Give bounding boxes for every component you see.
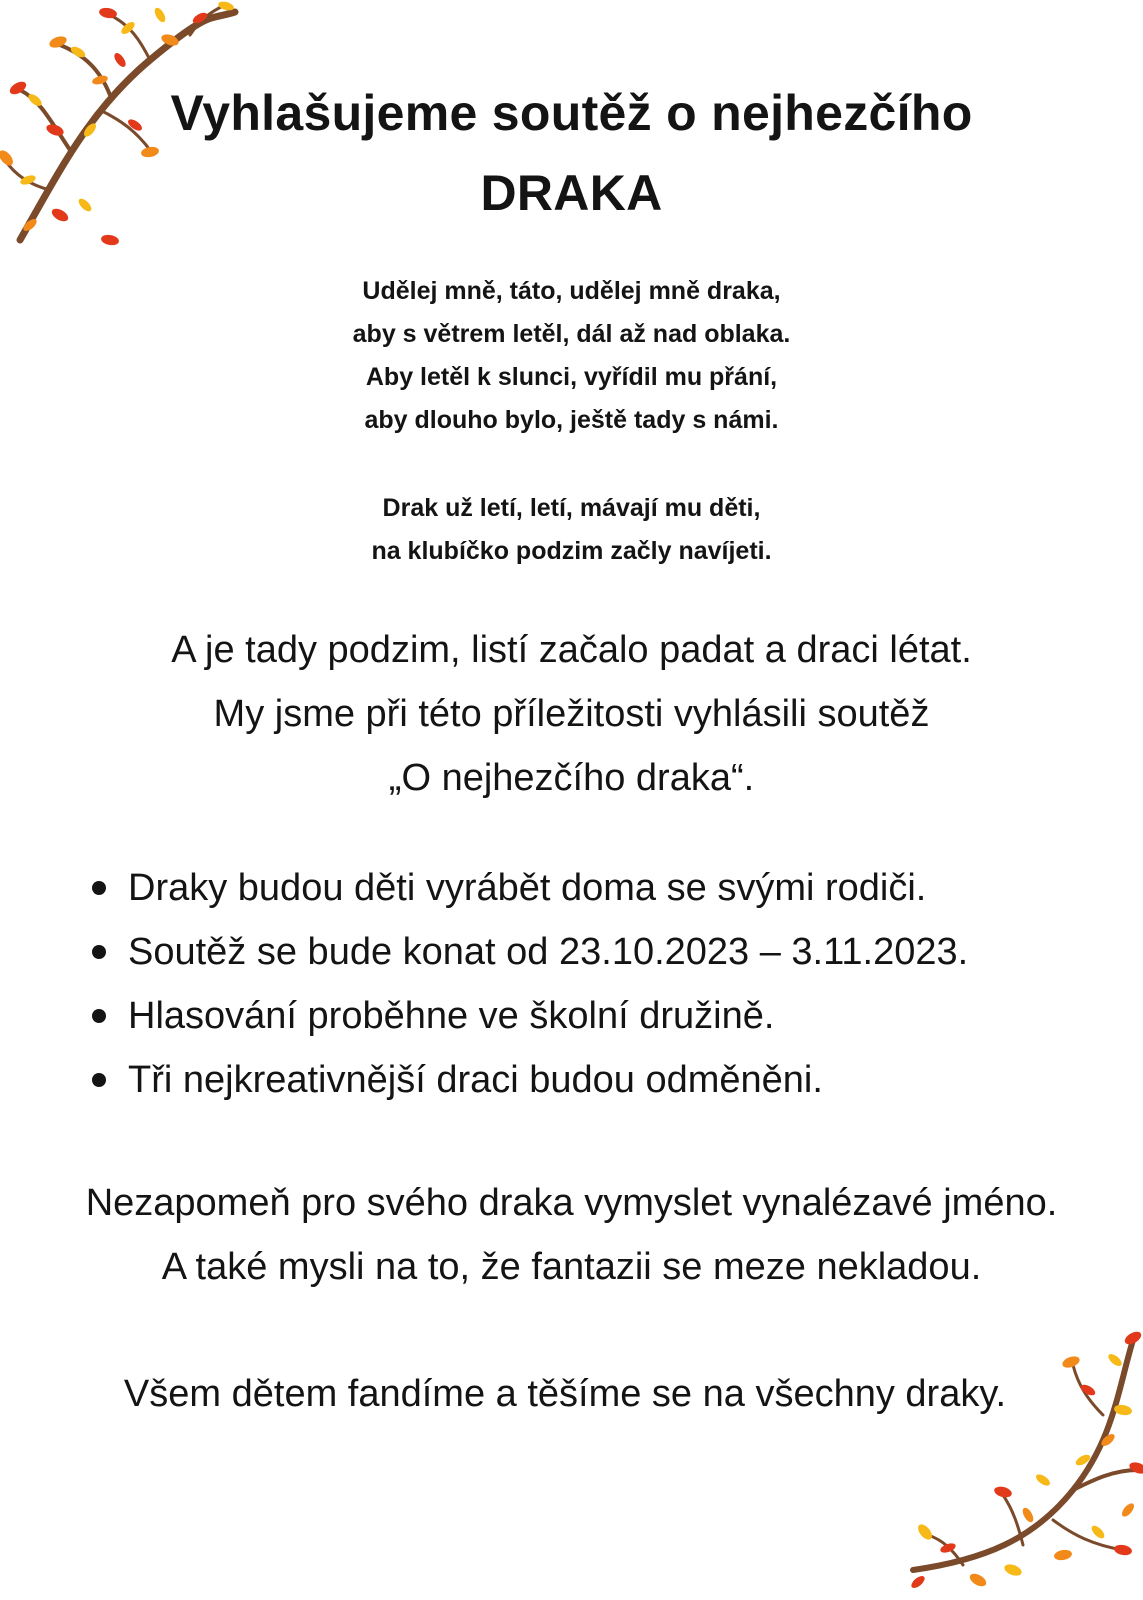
closing-line: Všem dětem fandíme a těšíme se na všechny draky. xyxy=(123,1373,1007,1415)
bullet-icon xyxy=(92,1073,106,1087)
poem-line: Aby letěl k slunci, vyřídil mu přání, xyxy=(365,363,778,391)
rule-item xyxy=(92,984,1112,1048)
intro-paragraph xyxy=(0,618,1143,810)
poem-line: aby dlouho bylo, ještě tady s námi. xyxy=(364,406,779,434)
poem-stanza-1 xyxy=(0,270,1143,442)
reminder-line: Nezapomeň pro svého draka vymyslet vynalézavé jméno. xyxy=(85,1182,1058,1224)
intro-line: My jsme při této příležitosti vyhlásili soutěž xyxy=(213,693,930,735)
poem-stanza-2 xyxy=(0,487,1143,573)
rule-item xyxy=(92,1048,1112,1112)
rule-item xyxy=(92,920,1112,984)
poem-line: Drak už letí, letí, mávají mu děti, xyxy=(382,494,761,522)
bullet-icon xyxy=(92,1009,106,1023)
rule-item xyxy=(92,856,1112,920)
page-title-highlight: DRAKA xyxy=(480,165,663,221)
poem-line: na klubíčko podzim začly navíjeti. xyxy=(371,537,772,565)
intro-line: „O nejhezčího draka“. xyxy=(388,757,755,799)
rule-text: Draky budou děti vyrábět doma se svými rodiči. xyxy=(128,867,927,909)
poem-line: aby s větrem letěl, dál až nad oblaka. xyxy=(352,320,791,348)
poem-line: Udělej mně, táto, udělej mně draka, xyxy=(362,277,781,305)
rule-text: Tři nejkreativnější draci budou odměněni. xyxy=(128,1059,823,1101)
page-title: Vyhlašujeme soutěž o nejhezčího xyxy=(170,85,973,141)
bullet-icon xyxy=(92,945,106,959)
reminder-paragraph xyxy=(0,1171,1143,1299)
rule-text: Soutěž se bude konat od 23.10.2023 – 3.11.2023. xyxy=(128,931,969,973)
reminder-line: A také mysli na to, že fantazii se meze nekladou. xyxy=(161,1246,982,1288)
bullet-icon xyxy=(92,881,106,895)
rule-text: Hlasování proběhne ve školní družině. xyxy=(128,995,775,1037)
intro-line: A je tady podzim, listí začalo padat a draci létat. xyxy=(171,629,972,671)
rules-list xyxy=(92,856,1112,1112)
